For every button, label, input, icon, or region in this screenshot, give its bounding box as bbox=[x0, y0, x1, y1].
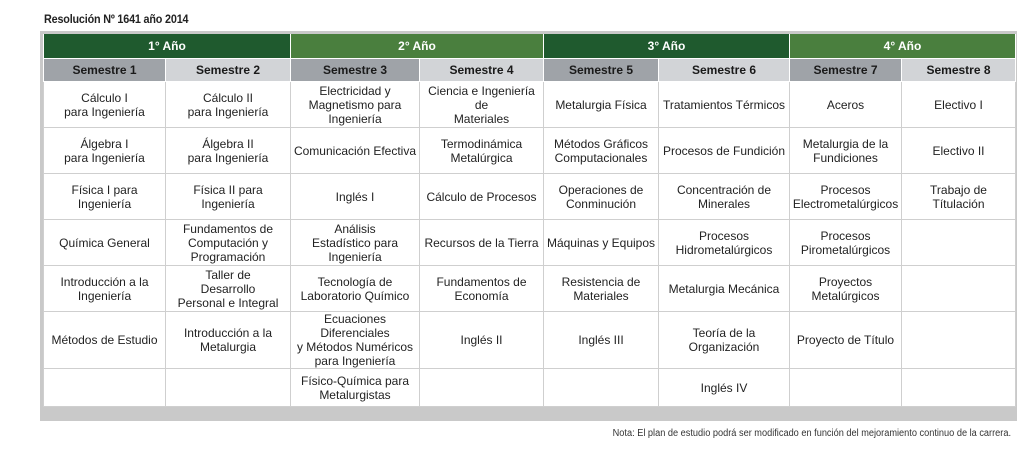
course-cell: Inglés I bbox=[291, 174, 420, 220]
empty-cell bbox=[166, 369, 291, 407]
course-cell: Trabajo de Títulación bbox=[902, 174, 1016, 220]
course-cell: Comunicación Efectiva bbox=[291, 128, 420, 174]
table-row bbox=[44, 312, 1016, 369]
semester-header-row bbox=[44, 59, 1016, 82]
course-cell: Operaciones de Conminución bbox=[544, 174, 659, 220]
course-cell: Introducción a la Metalurgia bbox=[166, 312, 291, 369]
course-cell: Cálculo I para Ingeniería bbox=[44, 82, 166, 128]
year-header: 3° Año bbox=[544, 34, 790, 59]
footnote: Nota: El plan de estudio podrá ser modificado en función del mejoramiento continuo de la carrera. bbox=[612, 428, 1011, 439]
year-header: 1° Año bbox=[44, 34, 291, 59]
empty-cell bbox=[420, 369, 544, 407]
course-cell: Fundamentos de Computación y Programación bbox=[166, 220, 291, 266]
course-cell: Resistencia de Materiales bbox=[544, 266, 659, 312]
course-cell: Aceros bbox=[790, 82, 902, 128]
course-cell: Electivo I bbox=[902, 82, 1016, 128]
empty-cell bbox=[544, 369, 659, 407]
semester-header: Semestre 6 bbox=[659, 59, 790, 82]
course-cell: Electricidad y Magnetismo para Ingeniería bbox=[291, 82, 420, 128]
course-cell: Análisis Estadístico para Ingeniería bbox=[291, 220, 420, 266]
semester-header: Semestre 4 bbox=[420, 59, 544, 82]
table-row bbox=[44, 128, 1016, 174]
course-cell: Tratamientos Térmicos bbox=[659, 82, 790, 128]
empty-cell bbox=[790, 369, 902, 407]
semester-header: Semestre 1 bbox=[44, 59, 166, 82]
course-cell: Procesos de Fundición bbox=[659, 128, 790, 174]
course-cell: Inglés II bbox=[420, 312, 544, 369]
course-cell: Álgebra I para Ingeniería bbox=[44, 128, 166, 174]
course-cell: Física I para Ingeniería bbox=[44, 174, 166, 220]
table-row bbox=[44, 220, 1016, 266]
year-header: 2° Año bbox=[291, 34, 544, 59]
course-cell: Tecnología de Laboratorio Químico bbox=[291, 266, 420, 312]
empty-cell bbox=[902, 369, 1016, 407]
table-row bbox=[44, 174, 1016, 220]
course-cell: Taller de Desarrollo Personal e Integral bbox=[166, 266, 291, 312]
course-cell: Proyecto de Título bbox=[790, 312, 902, 369]
course-cell: Proyectos Metalúrgicos bbox=[790, 266, 902, 312]
course-cell: Cálculo II para Ingeniería bbox=[166, 82, 291, 128]
table-row bbox=[44, 82, 1016, 128]
course-cell: Métodos Gráficos Computacionales bbox=[544, 128, 659, 174]
course-cell: Procesos Pirometalúrgicos bbox=[790, 220, 902, 266]
semester-header: Semestre 5 bbox=[544, 59, 659, 82]
course-cell: Procesos Hidrometalúrgicos bbox=[659, 220, 790, 266]
empty-cell bbox=[902, 312, 1016, 369]
course-cell: Electivo II bbox=[902, 128, 1016, 174]
table-row bbox=[44, 369, 1016, 407]
course-cell: Química General bbox=[44, 220, 166, 266]
empty-cell bbox=[44, 369, 166, 407]
semester-header: Semestre 2 bbox=[166, 59, 291, 82]
semester-header: Semestre 8 bbox=[902, 59, 1016, 82]
semester-header: Semestre 3 bbox=[291, 59, 420, 82]
course-cell: Procesos Electrometalúrgicos bbox=[790, 174, 902, 220]
course-cell: Ciencia e Ingeniería de Materiales bbox=[420, 82, 544, 128]
course-cell: Teoría de la Organización bbox=[659, 312, 790, 369]
course-cell: Física II para Ingeniería bbox=[166, 174, 291, 220]
empty-cell bbox=[902, 266, 1016, 312]
resolution-title: Resolución Nº 1641 año 2014 bbox=[44, 12, 189, 26]
course-cell: Cálculo de Procesos bbox=[420, 174, 544, 220]
course-cell: Recursos de la Tierra bbox=[420, 220, 544, 266]
curriculum-table bbox=[43, 34, 1016, 407]
course-cell: Físico-Química para Metalurgistas bbox=[291, 369, 420, 407]
course-cell: Fundamentos de Economía bbox=[420, 266, 544, 312]
course-cell: Métodos de Estudio bbox=[44, 312, 166, 369]
empty-cell bbox=[902, 220, 1016, 266]
course-cell: Termodinámica Metalúrgica bbox=[420, 128, 544, 174]
course-cell: Inglés III bbox=[544, 312, 659, 369]
course-cell: Metalurgia de la Fundiciones bbox=[790, 128, 902, 174]
year-header-row bbox=[44, 34, 1016, 59]
year-header: 4° Año bbox=[790, 34, 1016, 59]
course-cell: Álgebra II para Ingeniería bbox=[166, 128, 291, 174]
course-cell: Introducción a la Ingeniería bbox=[44, 266, 166, 312]
table-row bbox=[44, 266, 1016, 312]
course-cell: Inglés IV bbox=[659, 369, 790, 407]
course-cell: Metalurgia Mecánica bbox=[659, 266, 790, 312]
course-cell: Metalurgia Física bbox=[544, 82, 659, 128]
course-cell: Máquinas y Equipos bbox=[544, 220, 659, 266]
course-cell: Concentración de Minerales bbox=[659, 174, 790, 220]
course-cell: Ecuaciones Diferenciales y Métodos Numéricos para Ingeniería bbox=[291, 312, 420, 369]
semester-header: Semestre 7 bbox=[790, 59, 902, 82]
